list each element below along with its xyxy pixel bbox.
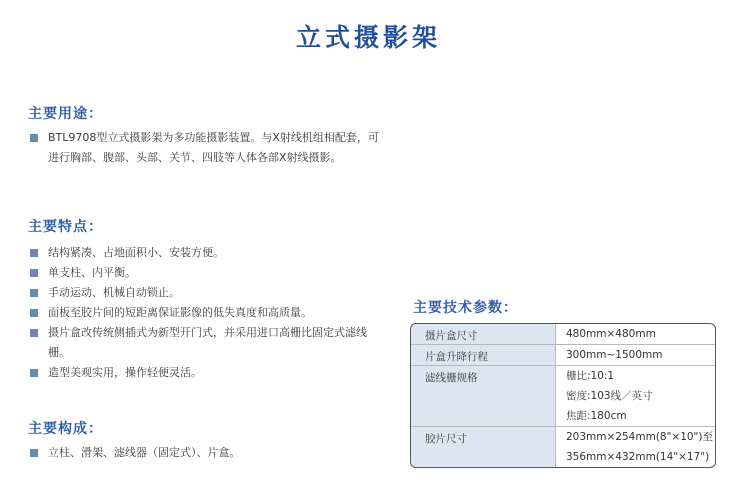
list-item <box>30 363 385 383</box>
spec-value: 密度:103线／英寸 <box>566 390 653 402</box>
square-bullet-icon <box>30 369 38 377</box>
specs-heading: 主要技术参数： <box>413 300 518 316</box>
square-bullet-icon <box>30 309 38 317</box>
square-bullet-icon <box>30 289 38 297</box>
features-heading: 主要特点： <box>28 219 103 235</box>
list-item-text: 单支柱、内平衡。 <box>48 266 136 279</box>
spec-values <box>556 366 715 426</box>
square-bullet-icon <box>30 249 38 257</box>
spec-value: 356mm×432mm(14"×17") <box>566 451 710 463</box>
spec-values <box>556 324 715 344</box>
spec-value: 300mm~1500mm <box>566 349 663 361</box>
list-item <box>30 128 385 168</box>
square-bullet-icon <box>30 329 38 337</box>
list-item <box>30 443 385 463</box>
spec-values <box>556 345 715 365</box>
list-item <box>30 323 385 363</box>
spec-value: 203mm×254mm(8"×10")至 <box>566 431 713 443</box>
spec-label: 摄片盒尺寸 <box>411 324 556 344</box>
list-item-text: 立柱、滑架、滤线器（固定式）、片盒。 <box>48 446 241 459</box>
composition-heading: 主要构成： <box>28 421 103 437</box>
list-item <box>30 263 385 283</box>
usage-heading: 主要用途： <box>28 106 103 122</box>
usage-list <box>30 128 385 168</box>
square-bullet-icon <box>30 449 38 457</box>
composition-list <box>30 443 385 463</box>
specs-table <box>410 323 716 468</box>
page-title: 立式摄影架 <box>295 23 441 52</box>
spec-value: 焦距:180cm <box>566 410 627 422</box>
list-item <box>30 243 385 263</box>
list-item <box>30 303 385 323</box>
list-item-text: 面板至胶片间的短距离保证影像的低失真度和高质量。 <box>48 306 312 319</box>
table-row <box>411 365 715 426</box>
spec-label: 胶片尺寸 <box>411 427 556 467</box>
square-bullet-icon <box>30 269 38 277</box>
spec-label: 片盒升降行程 <box>411 345 556 365</box>
spec-value: 480mm×480mm <box>566 328 656 340</box>
list-item <box>30 283 385 303</box>
list-item-text: BTL9708型立式摄影架为多功能摄影装置。与X射线机组相配套，可进行胸部、腹部、头部、关节、四肢等人体各部X射线摄影。 <box>48 131 379 164</box>
list-item-text: 摄片盒改传统侧插式为新型开门式，并采用进口高栅比固定式滤线栅。 <box>48 326 367 359</box>
spec-label: 滤线栅规格 <box>411 366 556 426</box>
list-item-text: 造型美观实用，操作轻便灵活。 <box>48 366 202 379</box>
list-item-text: 手动运动、机械自动锁止。 <box>48 286 180 299</box>
square-bullet-icon <box>30 134 38 142</box>
features-list <box>30 243 385 383</box>
table-row <box>411 324 715 344</box>
list-item-text: 结构紧凑、占地面积小、安装方便。 <box>48 246 224 259</box>
table-row <box>411 344 715 365</box>
spec-value: 栅比:10:1 <box>566 370 615 382</box>
table-row <box>411 426 715 467</box>
spec-values <box>556 427 715 467</box>
